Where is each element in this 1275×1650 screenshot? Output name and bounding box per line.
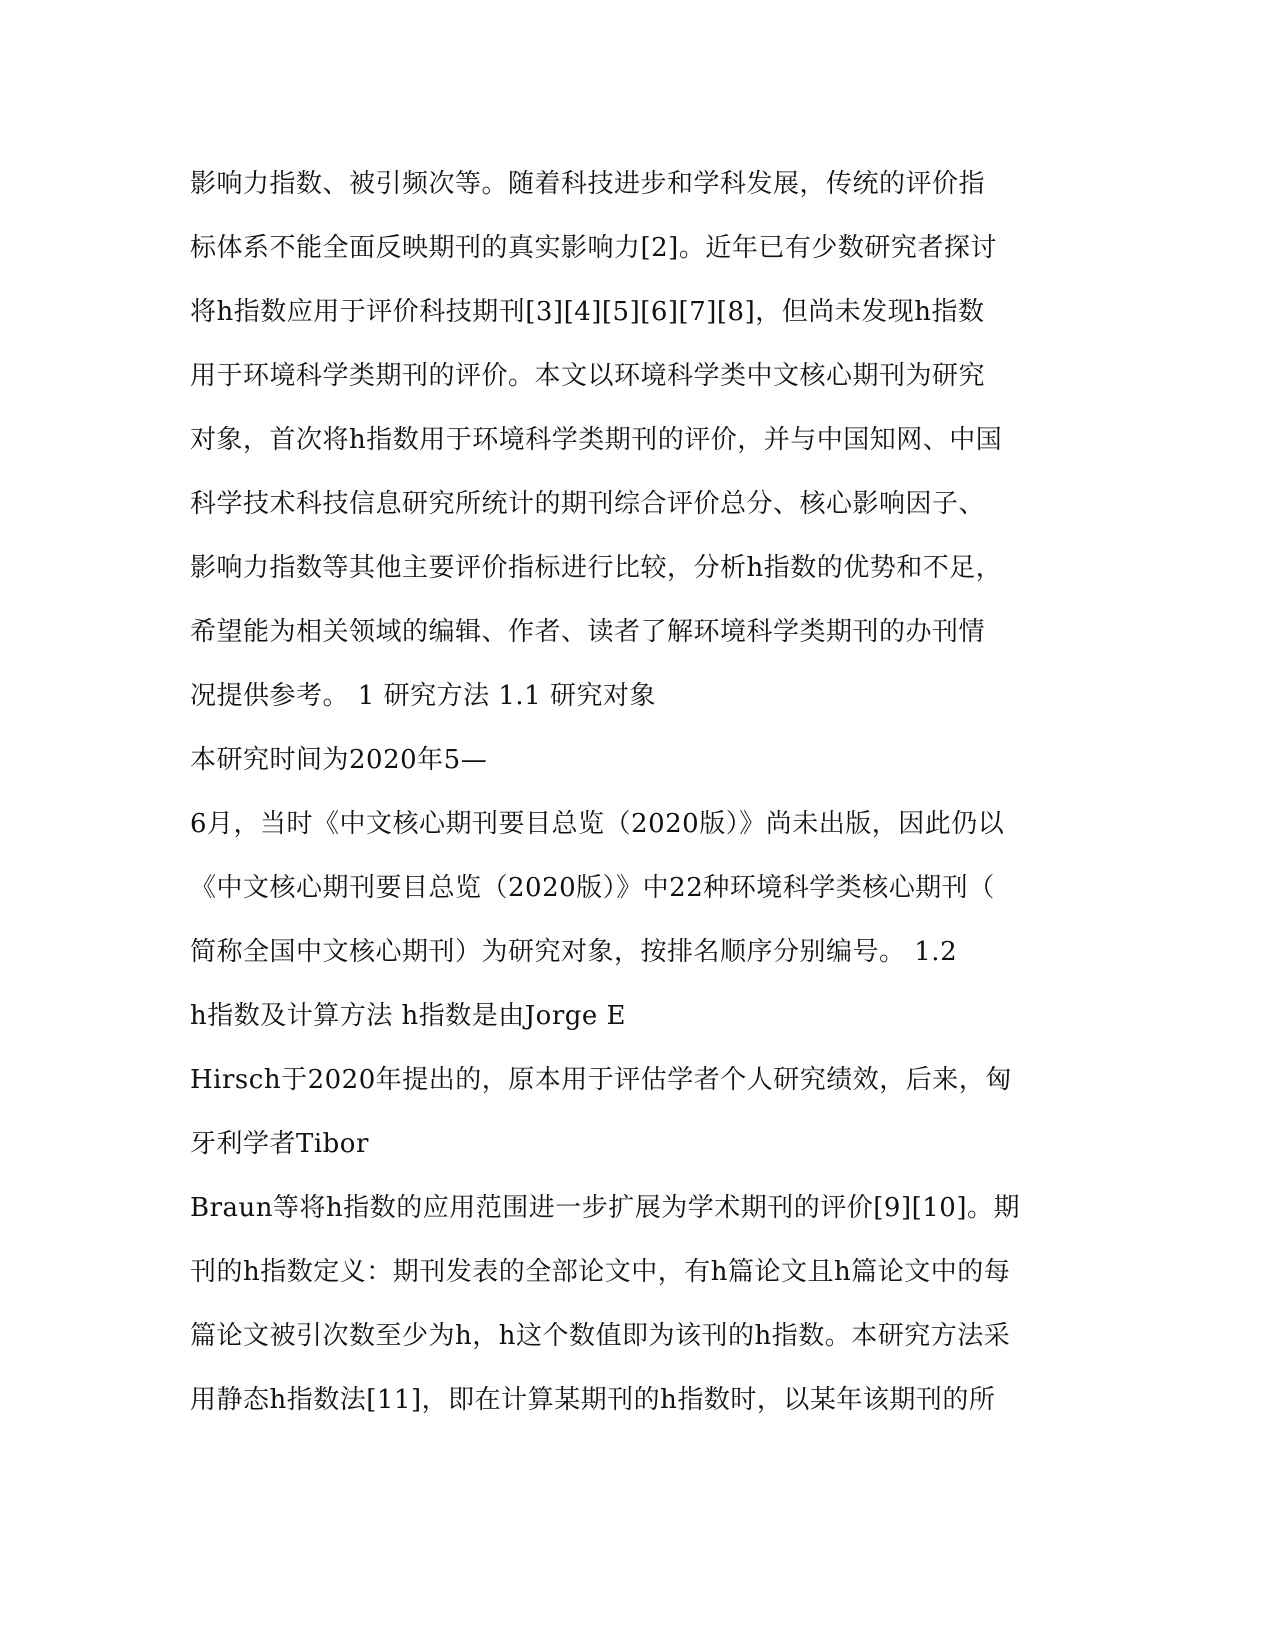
text-line: 用静态h指数法[11]，即在计算某期刊的h指数时，以某年该期刊的所 [190, 1385, 996, 1415]
text-line: 本研究时间为2020年5— [190, 745, 488, 775]
text-line: 刊的h指数定义：期刊发表的全部论文中，有h篇论文且h篇论文中的每 [190, 1257, 1011, 1287]
text-line: 篇论文被引次数至少为h，h这个数值即为该刊的h指数。本研究方法采 [190, 1321, 1011, 1351]
text-line: 况提供参考。 1 研究方法 1.1 研究对象 [190, 681, 656, 711]
text-line: 牙利学者Tibor [190, 1129, 369, 1159]
text-line: h指数及计算方法 h指数是由Jorge E [190, 1001, 627, 1031]
text-line: 科学技术科技信息研究所统计的期刊综合评价总分、核心影响因子、 [190, 489, 986, 519]
text-line: 标体系不能全面反映期刊的真实影响力[2]。近年已有少数研究者探讨 [190, 233, 997, 263]
text-line: 希望能为相关领域的编辑、作者、读者了解环境科学类期刊的办刊情 [190, 617, 986, 647]
text-line: 用于环境科学类期刊的评价。本文以环境科学类中文核心期刊为研究 [190, 361, 986, 391]
text-line: 影响力指数等其他主要评价指标进行比较，分析h指数的优势和不足， [190, 553, 1003, 583]
text-line: 简称全国中文核心期刊）为研究对象，按排名顺序分别编号。 1.2 [190, 937, 958, 967]
body-text [190, 152, 1090, 1432]
text-line: 影响力指数、被引频次等。随着科技进步和学科发展，传统的评价指 [190, 169, 986, 199]
text-line: 6月，当时《中文核心期刊要目总览（2020版）》尚未出版，因此仍以 [190, 809, 1005, 839]
text-line: 对象，首次将h指数用于环境科学类期刊的评价，并与中国知网、中国 [190, 425, 1003, 455]
text-line: Hirsch于2020年提出的，原本用于评估学者个人研究绩效，后来，匈 [190, 1065, 1012, 1095]
text-line: 将h指数应用于评价科技期刊[3][4][5][6][7][8]，但尚未发现h指数 [190, 297, 985, 327]
text-line: 《中文核心期刊要目总览（2020版）》中22种环境科学类核心期刊（ [190, 873, 995, 903]
text-line: Braun等将h指数的应用范围进一步扩展为学术期刊的评价[9][10]。期 [190, 1193, 1020, 1223]
